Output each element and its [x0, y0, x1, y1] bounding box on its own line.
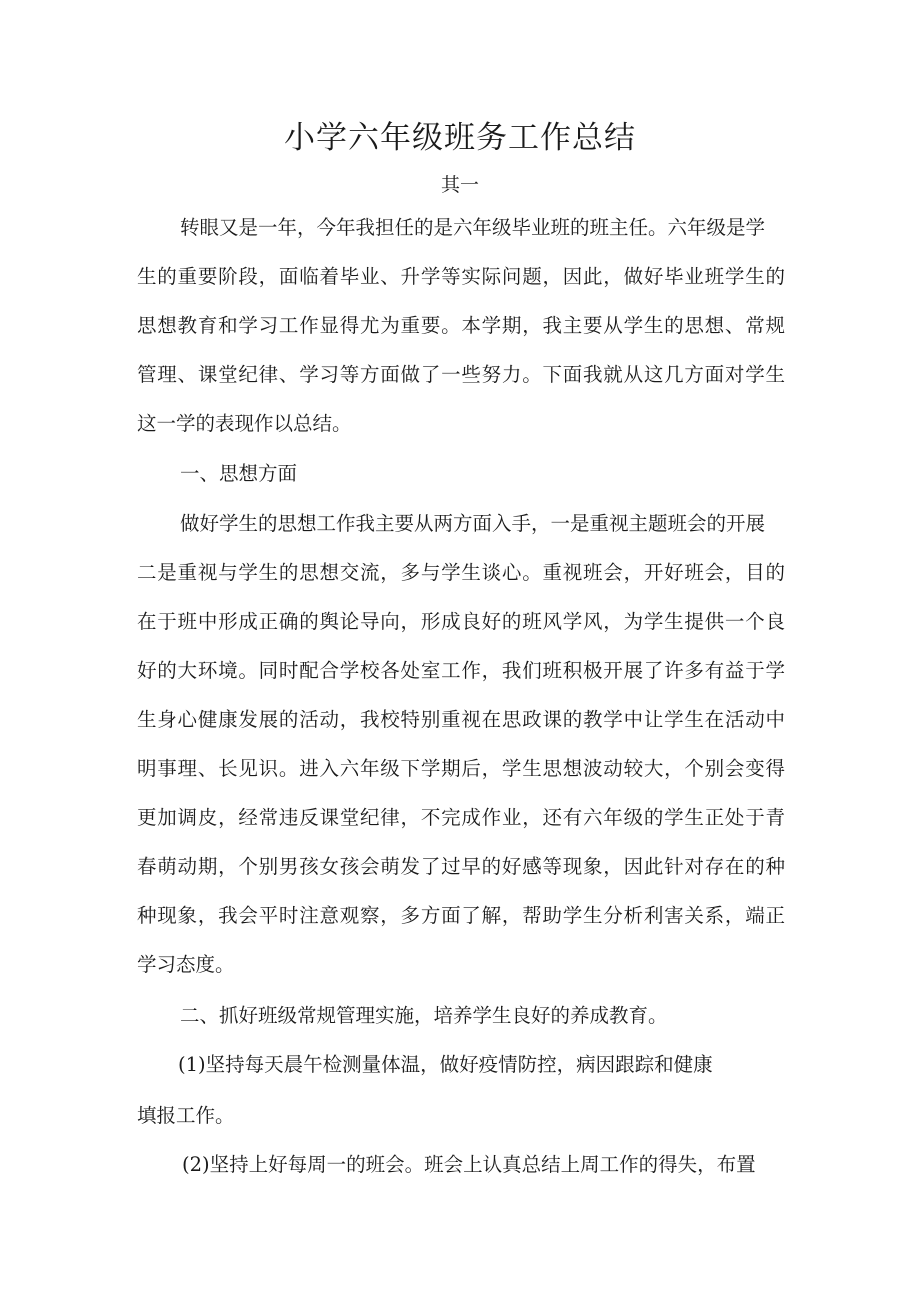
paragraph-line: 春萌动期，个别男孩女孩会萌发了过早的好感等现象，因此针对存在的种 — [137, 855, 785, 878]
document-subtitle: 其一 — [440, 174, 479, 196]
list-item: (1)坚持每天晨午检测量体温，做好疫情防控，病因跟踪和健康 — [178, 1053, 713, 1076]
paragraph-line: 在于班中形成正确的舆论导向，形成良好的班风学风，为学生提供一个良 — [137, 610, 785, 633]
paragraph-line: 填报工作。 — [137, 1104, 235, 1127]
paragraph-line: 这一学的表现作以总结。 — [137, 412, 352, 435]
paragraph-line: 转眼又是一年，今年我担任的是六年级毕业班的班主任。六年级是学 — [180, 216, 766, 239]
paragraph-line: 生的重要阶段，面临着毕业、升学等实际问题，因此，做好毕业班学生的 — [137, 265, 785, 288]
paragraph-line: 二是重视与学生的思想交流，多与学生谈心。重视班会，开好班会，目的 — [137, 561, 785, 584]
paragraph-line: 更加调皮，经常违反课堂纪律，不完成作业，还有六年级的学生正处于青 — [137, 806, 785, 829]
section-heading: 二、抓好班级常规管理实施，培养学生良好的养成教育。 — [180, 1004, 668, 1027]
document-title: 小学六年级班务工作总结 — [284, 120, 636, 156]
paragraph-line: 做好学生的思想工作我主要从两方面入手，一是重视主题班会的开展 — [180, 512, 766, 535]
section-heading: 一、思想方面 — [180, 462, 298, 485]
list-item: (2)坚持上好每周一的班会。班会上认真总结上周工作的得失，布置 — [182, 1153, 756, 1176]
paragraph-line: 管理、课堂纪律、学习等方面做了一些努力。下面我就从这几方面对学生 — [137, 363, 785, 386]
paragraph-line: 思想教育和学习工作显得尤为重要。本学期，我主要从学生的思想、常规 — [137, 314, 785, 337]
paragraph-line: 好的大环境。同时配合学校各处室工作，我们班积极开展了许多有益于学 — [137, 659, 785, 682]
paragraph-line: 种现象，我会平时注意观察，多方面了解，帮助学生分析利害关系，端正 — [137, 904, 785, 927]
paragraph-line: 明事理、长见识。进入六年级下学期后，学生思想波动较大，个别会变得 — [137, 757, 785, 780]
paragraph-line: 学习态度。 — [137, 953, 235, 976]
paragraph-line: 生身心健康发展的活动，我校特别重视在思政课的教学中让学生在活动中 — [137, 708, 785, 731]
